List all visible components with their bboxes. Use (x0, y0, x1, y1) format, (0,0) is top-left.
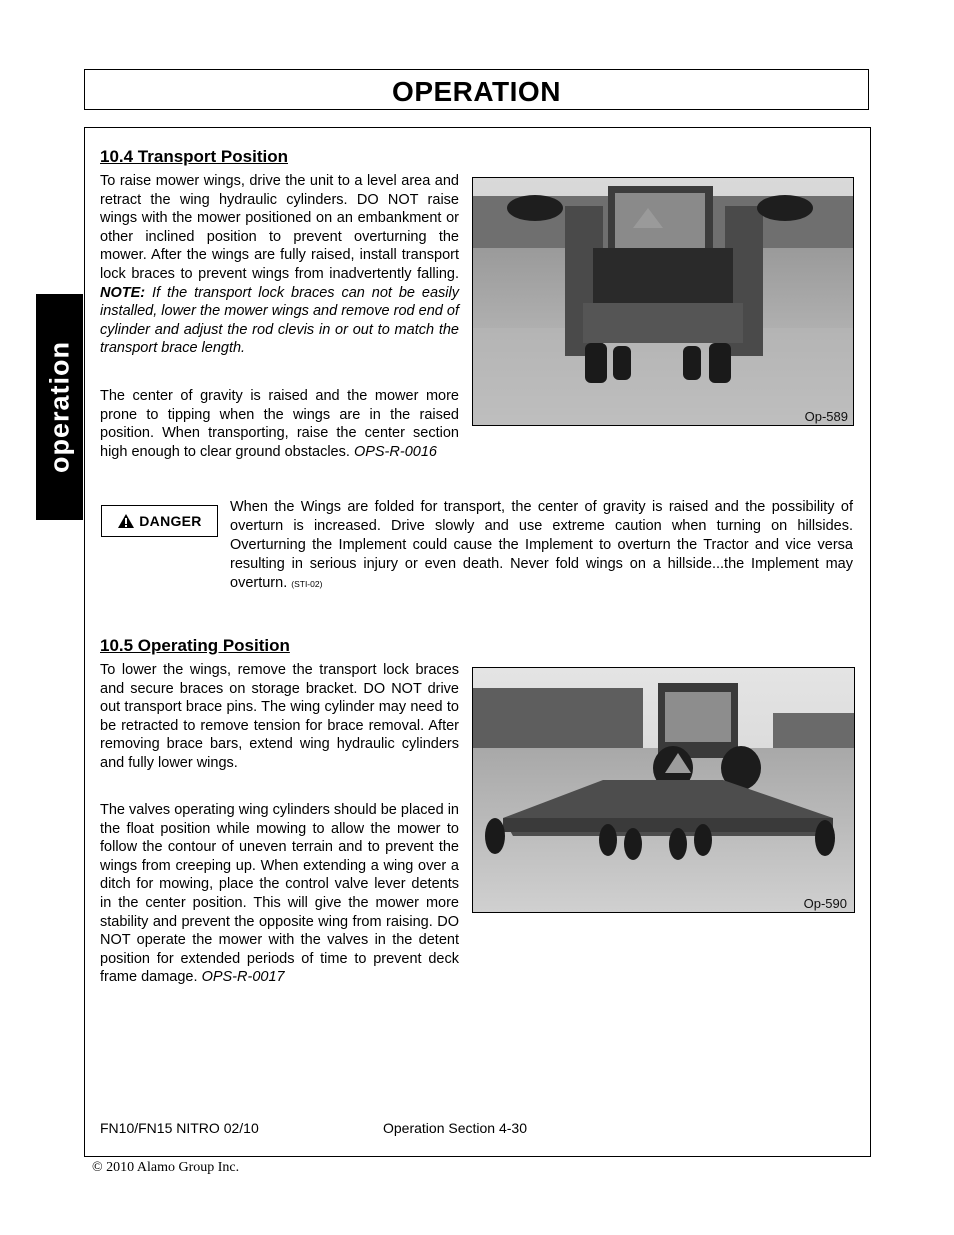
danger-code: (STI-02) (291, 579, 323, 589)
note-label: NOTE: (100, 284, 146, 301)
side-tab-label: operation (44, 340, 74, 474)
note-text: If the transport lock braces can not be easily installed, lower the mower wings and remove rod end of cylinder and adjust the rod clevis in or out to match the transport brace length. (100, 284, 459, 357)
section-heading-transport: 10.4 Transport Position (100, 147, 288, 166)
copyright: © 2010 Alamo Group Inc. (92, 1160, 240, 1175)
operating-code: OPS-R-0017 (201, 969, 285, 986)
transport-paragraph-2 (100, 387, 459, 461)
transport-paragraph-1-text: To raise mower wings, drive the unit to a level area and retract the wing hydraulic cylinders. DO NOT raise wings with the mower positioned on an embankment or other inclined position to prevent overturning the mower. After the wings are fully raised, install transport lock braces to prevent wings from inadvertently falling. (100, 173, 459, 282)
operating-paragraph-2 (100, 801, 459, 987)
danger-message (230, 498, 853, 594)
footer-model: FN10/FN15 NITRO 02/10 (100, 1120, 259, 1136)
danger-message-text: When the Wings are folded for transport, the center of gravity is raised and the possibility of overturn is increased. Drive slowly and use extreme caution when turning on hillsides. Overturning the Implement could cause the Implement to overturn the Tractor and vice versa resulting in serious injury or even death. Never fold wings on a hillside...the Implement may overturn. (230, 499, 853, 591)
operating-paragraph-2-text: The valves operating wing cylinders should be placed in the float position while mowing to allow the mower to follow the contour of uneven terrain and to prevent the wings from creeping up. When extending a wing over a ditch for mowing, place the control valve lever detents in the center position. This will give the mower more stability and prevent the opposite wing from raising. DO NOT operate the mower with the valves in the detent position for extended periods of time to prevent deck frame damage. (100, 802, 459, 986)
page-title: OPERATION (392, 76, 561, 107)
side-tab (36, 294, 83, 520)
transport-position-photo (472, 177, 854, 426)
photo-label-op589: Op-589 (804, 409, 848, 424)
operating-position-photo (472, 667, 855, 913)
page-header (84, 69, 869, 110)
section-heading-operating: 10.5 Operating Position (100, 636, 290, 655)
footer-section: Operation Section 4-30 (383, 1120, 527, 1136)
tractor-operating-image (473, 668, 854, 912)
danger-label: DANGER (139, 513, 202, 529)
operating-paragraph-1 (100, 661, 459, 773)
operating-paragraph-1-text: To lower the wings, remove the transport lock braces and secure braces on storage bracket. DO NOT drive out transport brace pins. The wing cylinder may need to be retracted to remove tension for brace removal. After removing brace bars, extend wing hydraulic cylinders and fully lower wings. (100, 662, 459, 771)
transport-paragraph-2-text: The center of gravity is raised and the mower more prone to tipping when the wings are in the raised position. When transporting, raise the center section high enough to clear ground obstacles. (100, 388, 459, 460)
danger-badge (101, 505, 218, 537)
warning-triangle-icon (117, 513, 135, 529)
tractor-transport-image (473, 178, 853, 425)
photo-label-op590: Op-590 (803, 896, 847, 911)
transport-code: OPS-R-0016 (353, 443, 437, 460)
transport-paragraph-1 (100, 172, 459, 358)
